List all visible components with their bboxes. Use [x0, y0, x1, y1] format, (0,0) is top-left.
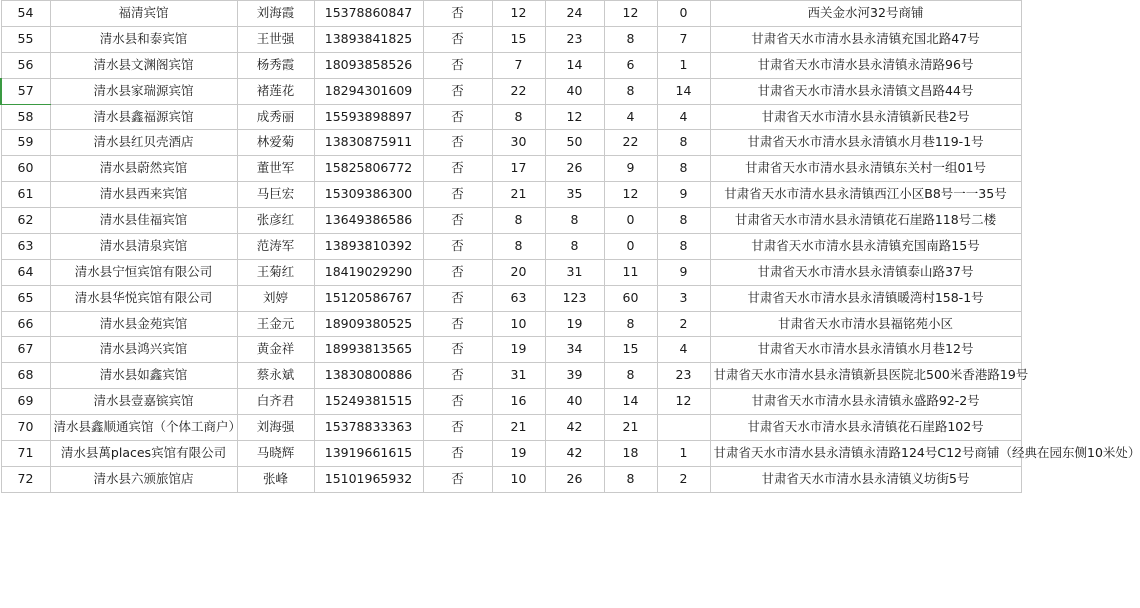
cell-address: 甘肃省天水市清水县永清镇花石崖路118号二楼: [710, 208, 1021, 234]
table-row: [1, 285, 1021, 311]
cell-phone: 13649386586: [314, 208, 423, 234]
cell-person: 杨秀霞: [237, 52, 314, 78]
cell-flag: 否: [423, 389, 492, 415]
cell-address: 甘肃省天水市清水县永清镇暖湾村158-1号: [710, 285, 1021, 311]
cell-person: 马晓辉: [237, 440, 314, 466]
table-row: [1, 52, 1021, 78]
cell-address: 甘肃省天水市清水县永清镇文昌路44号: [710, 78, 1021, 104]
cell-n1: 21: [492, 182, 545, 208]
cell-n2: 19: [545, 311, 604, 337]
table-row: [1, 78, 1021, 104]
cell-name: 清水县文渊阁宾馆: [50, 52, 237, 78]
cell-n4: 8: [657, 156, 710, 182]
cell-name: 清水县红贝壳酒店: [50, 130, 237, 156]
cell-address: 甘肃省天水市清水县永清镇泰山路37号: [710, 259, 1021, 285]
cell-address: 甘肃省天水市清水县永清镇新民巷2号: [710, 104, 1021, 130]
cell-flag: 否: [423, 233, 492, 259]
cell-person: 董世军: [237, 156, 314, 182]
cell-index: 68: [1, 363, 50, 389]
cell-flag: 否: [423, 78, 492, 104]
cell-person: 张彦红: [237, 208, 314, 234]
cell-n1: 10: [492, 466, 545, 492]
cell-index: 70: [1, 415, 50, 441]
cell-address: 甘肃省天水市清水县永清镇花石崖路102号: [710, 415, 1021, 441]
cell-n1: 19: [492, 337, 545, 363]
cell-flag: 否: [423, 363, 492, 389]
cell-phone: 15101965932: [314, 466, 423, 492]
cell-n2: 23: [545, 26, 604, 52]
cell-n1: 15: [492, 26, 545, 52]
cell-address: 甘肃省天水市清水县永清镇新县医院北500米香港路19号: [710, 363, 1021, 389]
cell-n4: 9: [657, 259, 710, 285]
cell-n4: 2: [657, 466, 710, 492]
cell-flag: 否: [423, 104, 492, 130]
cell-address: 甘肃省天水市清水县永清镇充国南路15号: [710, 233, 1021, 259]
cell-address: 甘肃省天水市清水县永清镇东关村一组01号: [710, 156, 1021, 182]
cell-n3: 18: [604, 440, 657, 466]
table-row: [1, 311, 1021, 337]
cell-phone: 15309386300: [314, 182, 423, 208]
cell-index: 64: [1, 259, 50, 285]
cell-index: 65: [1, 285, 50, 311]
cell-n2: 42: [545, 415, 604, 441]
cell-n2: 42: [545, 440, 604, 466]
cell-n2: 31: [545, 259, 604, 285]
cell-person: 马巨宏: [237, 182, 314, 208]
cell-index: 60: [1, 156, 50, 182]
cell-n2: 39: [545, 363, 604, 389]
cell-person: 蔡永斌: [237, 363, 314, 389]
cell-index: 55: [1, 26, 50, 52]
cell-index: 58: [1, 104, 50, 130]
cell-name: 清水县西来宾馆: [50, 182, 237, 208]
cell-name: 清水县和泰宾馆: [50, 26, 237, 52]
cell-name: 清水县鑫顺通宾馆（个体工商户）: [50, 415, 237, 441]
cell-name: 清水县鸿兴宾馆: [50, 337, 237, 363]
cell-phone: 15378860847: [314, 1, 423, 27]
cell-person: 刘海强: [237, 415, 314, 441]
cell-n4: 8: [657, 130, 710, 156]
cell-n3: 15: [604, 337, 657, 363]
cell-flag: 否: [423, 182, 492, 208]
cell-person: 成秀丽: [237, 104, 314, 130]
cell-flag: 否: [423, 285, 492, 311]
cell-n1: 16: [492, 389, 545, 415]
cell-n1: 12: [492, 1, 545, 27]
cell-n3: 8: [604, 26, 657, 52]
table-row: [1, 389, 1021, 415]
cell-n2: 123: [545, 285, 604, 311]
cell-n1: 8: [492, 233, 545, 259]
cell-flag: 否: [423, 1, 492, 27]
cell-person: 王世强: [237, 26, 314, 52]
cell-n3: 6: [604, 52, 657, 78]
cell-name: 清水县佳福宾馆: [50, 208, 237, 234]
cell-name: 清水县清泉宾馆: [50, 233, 237, 259]
cell-phone: 13830875911: [314, 130, 423, 156]
cell-phone: 15825806772: [314, 156, 423, 182]
cell-phone: 18294301609: [314, 78, 423, 104]
cell-n3: 0: [604, 233, 657, 259]
cell-address: 甘肃省天水市清水县永清镇水月巷12号: [710, 337, 1021, 363]
cell-n3: 9: [604, 156, 657, 182]
cell-person: 刘海霞: [237, 1, 314, 27]
cell-n3: 60: [604, 285, 657, 311]
cell-name: 清水县六颁旅馆店: [50, 466, 237, 492]
cell-n1: 8: [492, 104, 545, 130]
cell-name: 清水县蔚然宾馆: [50, 156, 237, 182]
cell-index: 61: [1, 182, 50, 208]
cell-n3: 8: [604, 78, 657, 104]
cell-n1: 31: [492, 363, 545, 389]
cell-phone: 18093858526: [314, 52, 423, 78]
cell-flag: 否: [423, 311, 492, 337]
cell-n4: 1: [657, 440, 710, 466]
cell-phone: 15249381515: [314, 389, 423, 415]
cell-n4: 9: [657, 182, 710, 208]
cell-n4: 12: [657, 389, 710, 415]
cell-n4: 4: [657, 104, 710, 130]
cell-index: 63: [1, 233, 50, 259]
cell-n3: 4: [604, 104, 657, 130]
cell-n2: 8: [545, 233, 604, 259]
cell-n1: 63: [492, 285, 545, 311]
cell-n1: 20: [492, 259, 545, 285]
cell-n4: 0: [657, 1, 710, 27]
cell-person: 范涛军: [237, 233, 314, 259]
cell-name: 清水县壹嘉镔宾馆: [50, 389, 237, 415]
cell-person: 刘婷: [237, 285, 314, 311]
cell-flag: 否: [423, 52, 492, 78]
cell-n2: 35: [545, 182, 604, 208]
cell-n3: 12: [604, 1, 657, 27]
cell-address: 甘肃省天水市清水县永清镇充国北路47号: [710, 26, 1021, 52]
cell-name: 清水县宁恒宾馆有限公司: [50, 259, 237, 285]
cell-index: 67: [1, 337, 50, 363]
cell-phone: 18993813565: [314, 337, 423, 363]
cell-n4: 14: [657, 78, 710, 104]
cell-index: 62: [1, 208, 50, 234]
cell-phone: 15593898897: [314, 104, 423, 130]
cell-address: 甘肃省天水市清水县永清镇永清路96号: [710, 52, 1021, 78]
cell-n2: 50: [545, 130, 604, 156]
cell-n3: 22: [604, 130, 657, 156]
cell-flag: 否: [423, 466, 492, 492]
table-row: [1, 182, 1021, 208]
cell-n3: 8: [604, 363, 657, 389]
cell-index: 72: [1, 466, 50, 492]
table-row: [1, 259, 1021, 285]
cell-n3: 11: [604, 259, 657, 285]
cell-phone: 13919661615: [314, 440, 423, 466]
cell-n4: 2: [657, 311, 710, 337]
cell-name: 清水县鑫福源宾馆: [50, 104, 237, 130]
cell-n4: 8: [657, 208, 710, 234]
cell-person: 白齐君: [237, 389, 314, 415]
cell-n2: 40: [545, 78, 604, 104]
table-row: [1, 104, 1021, 130]
cell-address: 甘肃省天水市清水县永清镇西江小区B8号一一35号: [710, 182, 1021, 208]
table-row: [1, 156, 1021, 182]
table-row: [1, 440, 1021, 466]
cell-n1: 30: [492, 130, 545, 156]
cell-n3: 12: [604, 182, 657, 208]
cell-n4: 7: [657, 26, 710, 52]
table-row: [1, 363, 1021, 389]
table-row: [1, 1, 1021, 27]
cell-n2: 26: [545, 466, 604, 492]
cell-n1: 19: [492, 440, 545, 466]
cell-phone: 13893841825: [314, 26, 423, 52]
table-row: [1, 466, 1021, 492]
cell-name: 清水县家瑞源宾馆: [50, 78, 237, 104]
table-row: [1, 337, 1021, 363]
cell-phone: 18419029290: [314, 259, 423, 285]
cell-n4: 3: [657, 285, 710, 311]
cell-address: 甘肃省天水市清水县永清镇永清路124号C12号商铺（经典在园东侧10米处）: [710, 440, 1021, 466]
cell-flag: 否: [423, 208, 492, 234]
cell-n4: 4: [657, 337, 710, 363]
cell-n1: 7: [492, 52, 545, 78]
cell-index: 66: [1, 311, 50, 337]
cell-address: 甘肃省天水市清水县永清镇义坊街5号: [710, 466, 1021, 492]
cell-index: 57: [1, 78, 50, 104]
cell-flag: 否: [423, 415, 492, 441]
cell-name: 清水县金苑宾馆: [50, 311, 237, 337]
table-row: [1, 415, 1021, 441]
cell-name: 清水县萬places宾馆有限公司: [50, 440, 237, 466]
cell-n3: 8: [604, 466, 657, 492]
cell-index: 59: [1, 130, 50, 156]
cell-phone: 13893810392: [314, 233, 423, 259]
cell-address: 甘肃省天水市清水县永清镇水月巷119-1号: [710, 130, 1021, 156]
cell-n1: 17: [492, 156, 545, 182]
cell-person: 黄金祥: [237, 337, 314, 363]
cell-phone: 18909380525: [314, 311, 423, 337]
cell-address: 甘肃省天水市清水县永清镇永盛路92-2号: [710, 389, 1021, 415]
table-row: [1, 130, 1021, 156]
cell-n1: 8: [492, 208, 545, 234]
cell-phone: 15378833363: [314, 415, 423, 441]
cell-index: 71: [1, 440, 50, 466]
cell-n3: 21: [604, 415, 657, 441]
cell-n3: 14: [604, 389, 657, 415]
cell-address: 西关金水河32号商铺: [710, 1, 1021, 27]
cell-phone: 13830800886: [314, 363, 423, 389]
cell-n3: 8: [604, 311, 657, 337]
cell-n4: [657, 415, 710, 441]
cell-n2: 14: [545, 52, 604, 78]
cell-n2: 34: [545, 337, 604, 363]
cell-n1: 10: [492, 311, 545, 337]
cell-person: 褚莲花: [237, 78, 314, 104]
cell-n4: 1: [657, 52, 710, 78]
cell-person: 张峰: [237, 466, 314, 492]
cell-name: 清水县华悦宾馆有限公司: [50, 285, 237, 311]
table-row: [1, 208, 1021, 234]
cell-person: 林爱菊: [237, 130, 314, 156]
cell-phone: 15120586767: [314, 285, 423, 311]
table-body: [1, 1, 1140, 493]
cell-n2: 24: [545, 1, 604, 27]
cell-index: 56: [1, 52, 50, 78]
cell-flag: 否: [423, 259, 492, 285]
table-row: [1, 233, 1021, 259]
cell-flag: 否: [423, 130, 492, 156]
cell-flag: 否: [423, 156, 492, 182]
cell-name: 清水县如鑫宾馆: [50, 363, 237, 389]
cell-n2: 26: [545, 156, 604, 182]
cell-name: 福清宾馆: [50, 1, 237, 27]
cell-flag: 否: [423, 337, 492, 363]
cell-n2: 40: [545, 389, 604, 415]
table-row: [1, 26, 1021, 52]
cell-n4: 8: [657, 233, 710, 259]
cell-flag: 否: [423, 440, 492, 466]
cell-n1: 22: [492, 78, 545, 104]
cell-flag: 否: [423, 26, 492, 52]
cell-n1: 21: [492, 415, 545, 441]
cell-person: 王菊红: [237, 259, 314, 285]
cell-address: 甘肃省天水市清水县福铭苑小区: [710, 311, 1021, 337]
cell-n4: 23: [657, 363, 710, 389]
cell-index: 69: [1, 389, 50, 415]
cell-n2: 12: [545, 104, 604, 130]
cell-index: 54: [1, 1, 50, 27]
cell-n2: 8: [545, 208, 604, 234]
cell-person: 王金元: [237, 311, 314, 337]
cell-n3: 0: [604, 208, 657, 234]
